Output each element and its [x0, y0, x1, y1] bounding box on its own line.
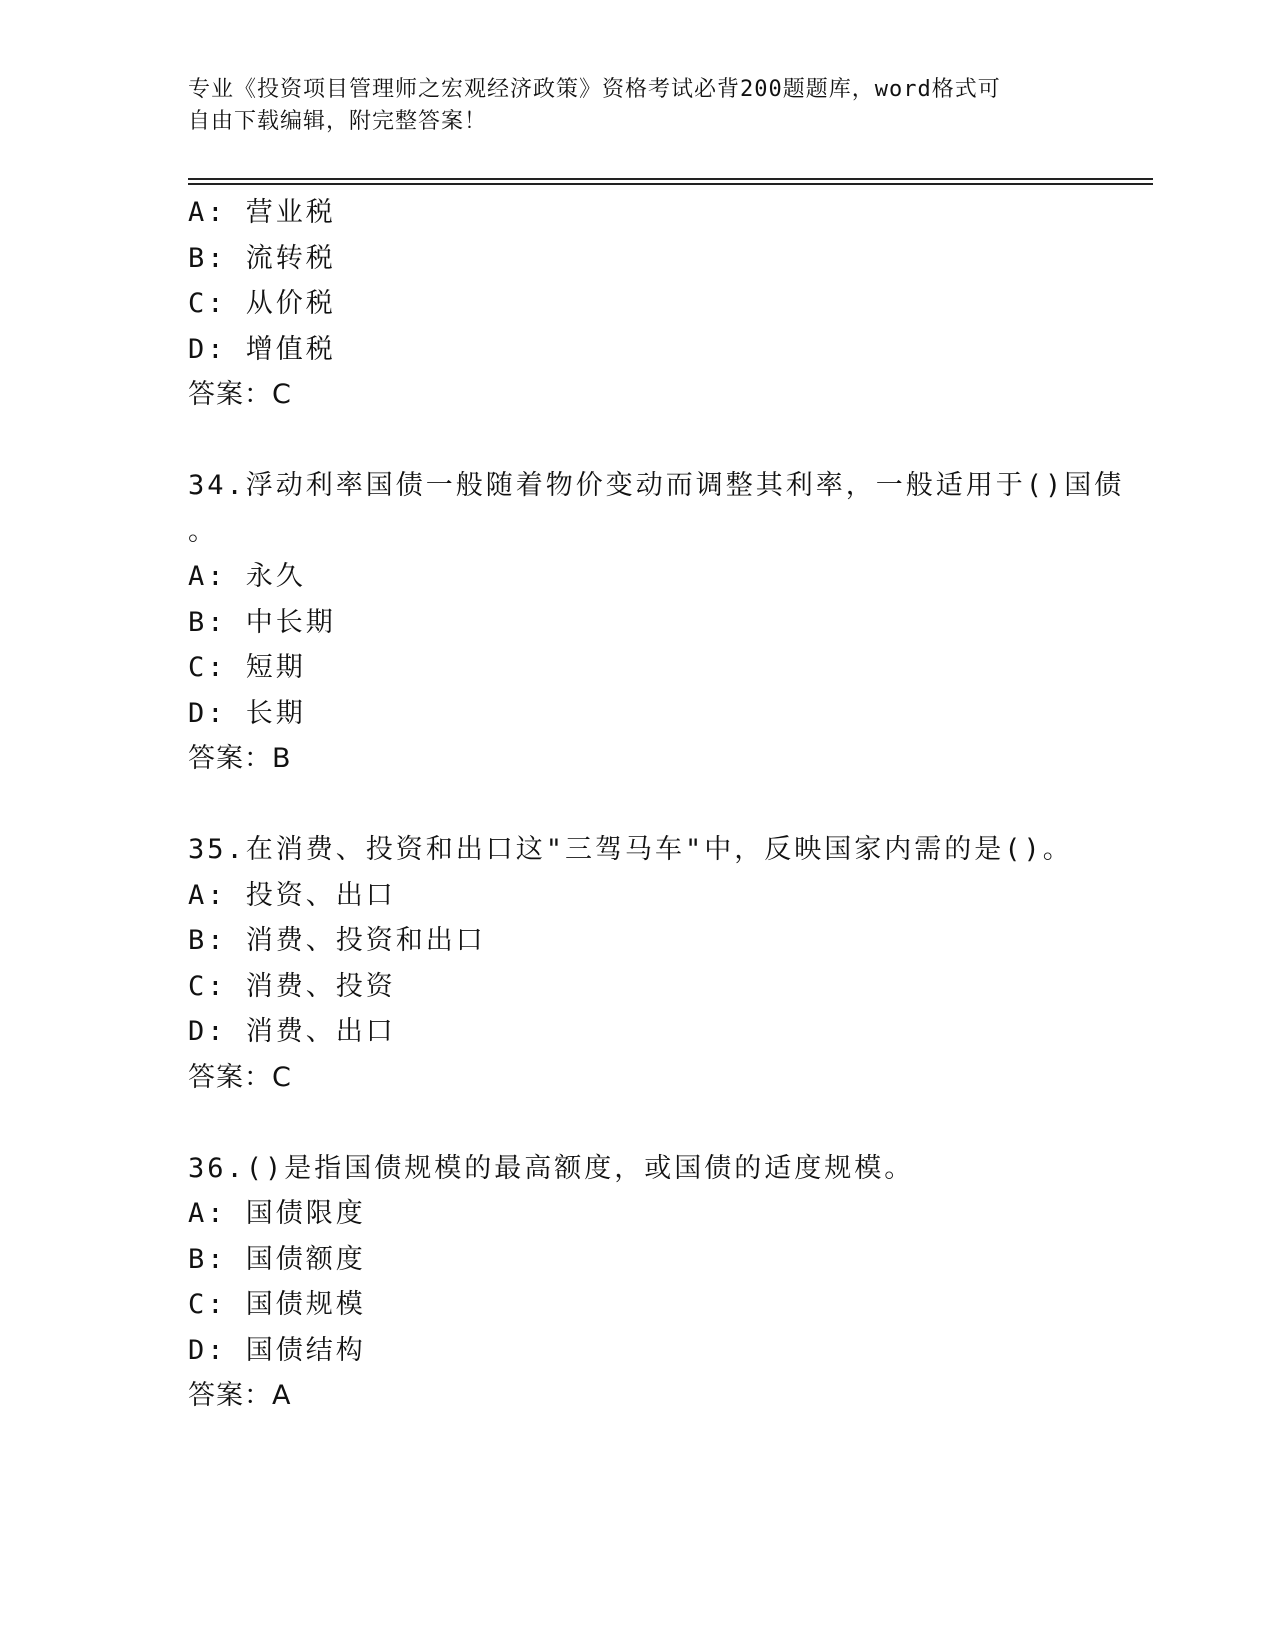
header-divider-top [188, 178, 1153, 180]
option-d: D: 长期 [188, 697, 306, 729]
question-stem: 35.在消费、投资和出口这"三驾马车"中，反映国家内需的是()。 [188, 834, 1073, 865]
option-a: A: 国债限度 [188, 1198, 366, 1229]
question-34 [188, 463, 1125, 782]
spacer [188, 418, 1068, 464]
header-divider-bottom [188, 183, 1153, 185]
header-line-2: 自由下载编辑，附完整答案！ [188, 109, 488, 134]
option-b: B: 流转税 [188, 242, 336, 274]
spacer [188, 782, 1068, 828]
question-stem-continued: 。 [188, 515, 218, 547]
option-a: A: 营业税 [188, 197, 336, 228]
header-line-1: 专业《投资项目管理师之宏观经济政策》资格考试必背200题题库，word格式可 [188, 77, 1001, 102]
option-b: B: 中长期 [188, 606, 336, 638]
option-d: D: 消费、出口 [188, 1016, 396, 1047]
answer: 答案：C [188, 1061, 292, 1093]
option-b: B: 消费、投资和出口 [188, 925, 486, 956]
question-33 [188, 190, 1068, 418]
answer: 答案：B [188, 743, 292, 774]
option-c: C: 从价税 [188, 288, 336, 319]
option-b: B: 国债额度 [188, 1243, 366, 1275]
question-35 [188, 827, 1073, 1100]
answer: 答案：A [188, 1380, 292, 1411]
option-d: D: 国债结构 [188, 1334, 366, 1366]
option-c: C: 国债规模 [188, 1289, 366, 1320]
answer: 答案：C [188, 379, 292, 410]
option-a: A: 永久 [188, 561, 306, 592]
option-c: C: 消费、投资 [188, 970, 396, 1002]
question-list [188, 190, 1125, 1419]
question-stem: 34.浮动利率国债一般随着物价变动而调整其利率，一般适用于()国债 [188, 470, 1125, 501]
question-36 [188, 1146, 1068, 1419]
option-a: A: 投资、出口 [188, 879, 396, 911]
option-c: C: 短期 [188, 652, 306, 683]
document-header [188, 74, 1068, 138]
question-stem: 36.()是指国债规模的最高额度，或国债的适度规模。 [188, 1152, 915, 1184]
spacer [188, 1100, 1068, 1146]
option-d: D: 增值税 [188, 333, 336, 365]
